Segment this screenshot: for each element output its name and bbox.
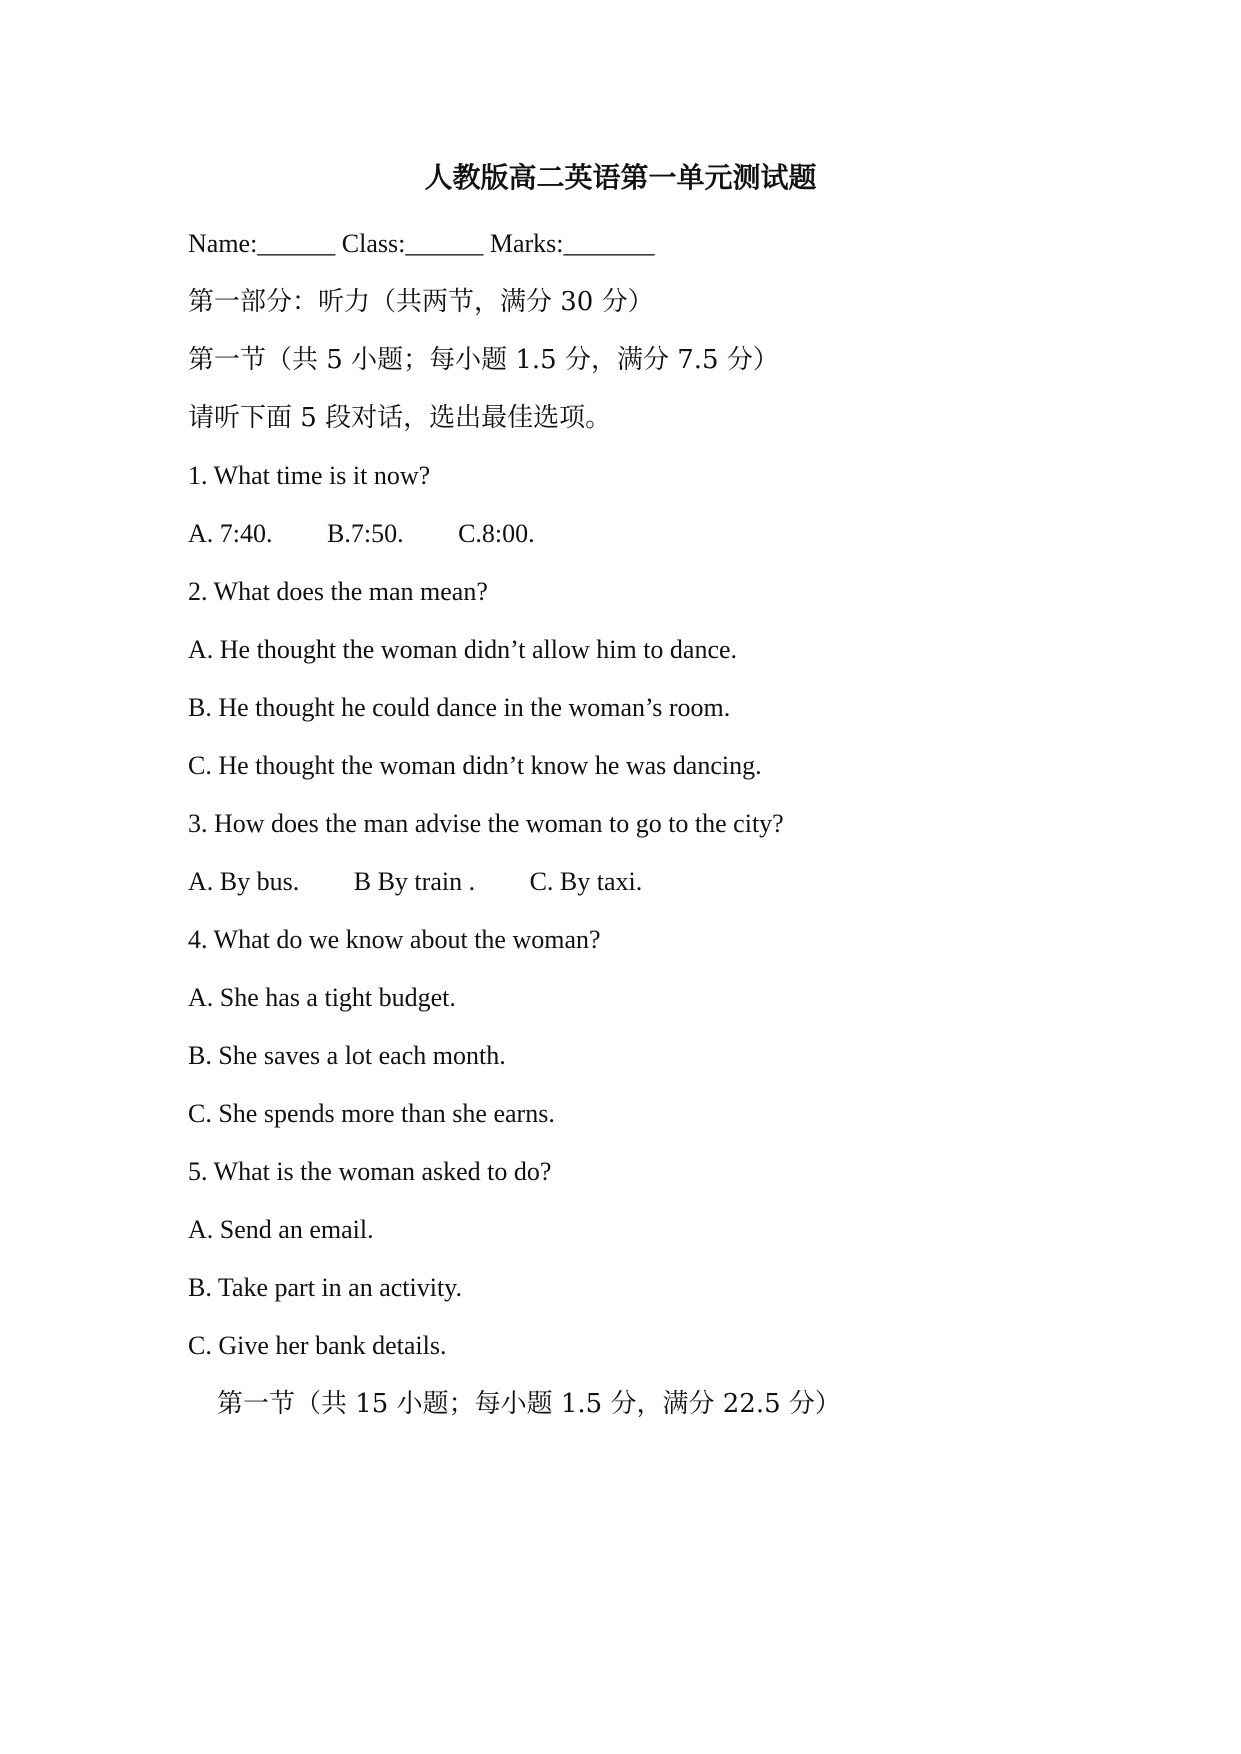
question-5-option-c: C. Give her bank details.	[188, 1331, 447, 1360]
question-2-option-b: B. He thought he could dance in the woman’s room.	[188, 693, 731, 722]
question-4-stem: 4. What do we know about the woman?	[188, 925, 601, 954]
question-3-option-a: A. By bus.	[188, 867, 300, 896]
question-1-option-b: B.7:50.	[327, 519, 404, 548]
question-3-option-b: B By train .	[353, 867, 476, 896]
question-5-option-a: A. Send an email.	[188, 1215, 374, 1244]
question-5-stem: 5. What is the woman asked to do?	[188, 1157, 552, 1186]
question-2-stem: 2. What does the man mean?	[188, 577, 488, 606]
document-title: 人教版高二英语第一单元测试题	[424, 161, 817, 194]
question-3-options	[188, 864, 642, 900]
question-1-option-c: C.8:00.	[458, 519, 535, 548]
section-one-instruction: 请听下面 5 段对话，选出最佳选项。	[188, 403, 612, 433]
question-1-option-a: A. 7:40.	[188, 519, 273, 548]
question-4-option-a: A. She has a tight budget.	[188, 983, 456, 1012]
question-2-option-c: C. He thought the woman didn’t know he was dancing.	[188, 751, 762, 780]
question-4-option-c: C. She spends more than she earns.	[188, 1099, 555, 1128]
section-two-heading: 第一节（共 15 小题；每小题 1.5 分，满分 22.5 分）	[217, 1389, 841, 1419]
header-fields: Name:______ Class:______ Marks:_______	[188, 229, 655, 258]
part-one-heading: 第一部分：听力（共两节，满分 30 分）	[188, 287, 654, 317]
question-1-stem: 1. What time is it now?	[188, 461, 431, 490]
section-one-heading: 第一节（共 5 小题；每小题 1.5 分，满分 7.5 分）	[188, 345, 779, 375]
question-1-options	[188, 516, 535, 552]
question-5-option-b: B. Take part in an activity.	[188, 1273, 462, 1302]
question-3-option-c: C. By taxi.	[529, 867, 643, 896]
question-4-option-b: B. She saves a lot each month.	[188, 1041, 506, 1070]
question-3-stem: 3. How does the man advise the woman to go to the city?	[188, 809, 784, 838]
question-2-option-a: A. He thought the woman didn’t allow him to dance.	[188, 635, 738, 664]
